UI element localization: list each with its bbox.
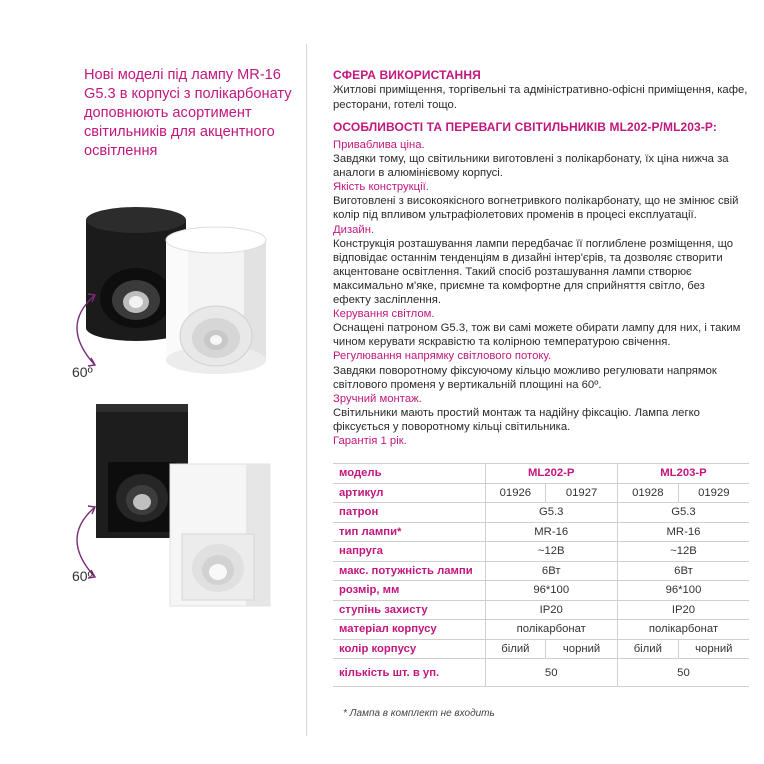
table-row	[333, 659, 749, 687]
row-label: макс. потужність лампи	[333, 561, 485, 581]
rotation-angle-label: 60º	[72, 568, 93, 584]
row-label: напруга	[333, 542, 485, 562]
value-cell: G5.3	[617, 503, 749, 523]
feature-heading: Дизайн.	[333, 223, 375, 236]
row-label: тип лампи*	[333, 522, 485, 542]
table-row	[333, 483, 749, 503]
value-cell: ~12В	[485, 542, 617, 562]
feature-text: Завдяки поворотному фіксуючому кільцю можливо регулювати напрямок світлового променя у вертикальній площині на 60º.	[333, 364, 717, 391]
article-cell: 01926	[485, 483, 546, 503]
color-cell: білий	[485, 639, 546, 659]
usage-title: СФЕРА ВИКОРИСТАННЯ	[333, 68, 481, 82]
spec-table	[333, 463, 749, 687]
article-cell: 01928	[617, 483, 678, 503]
table-row	[333, 581, 749, 601]
value-cell: MR-16	[485, 522, 617, 542]
rotation-angle-label: 60º	[72, 364, 93, 380]
value-cell: 6Вт	[485, 561, 617, 581]
row-label: ступінь захисту	[333, 600, 485, 620]
value-cell: 50	[485, 659, 617, 687]
feature-text: Оснащені патроном G5.3, тож ви самі можете обирати лампу для них, і таким чином керувати яскравістю та колірною температурою свічення.	[333, 322, 741, 349]
table-row	[333, 639, 749, 659]
usage-text: Житлові приміщення, торгівельні та адміністративно-офісні приміщення, кафе, ресторани, готелі тощо.	[333, 84, 748, 111]
model-cell: ML203-P	[617, 464, 749, 484]
value-cell: G5.3	[485, 503, 617, 523]
feature-heading: Приваблива ціна.	[333, 139, 425, 151]
feature-text: Світильники мають простий монтаж та надійну фіксацію. Лампа легко фіксується у поворотному кільці світильника.	[333, 406, 700, 433]
feature-heading: Гарантія 1 рік.	[333, 434, 407, 447]
feature-heading: Керування світлом.	[333, 308, 435, 321]
value-cell: 6Вт	[617, 561, 749, 581]
column-divider	[306, 44, 307, 736]
value-cell: полікарбонат	[485, 620, 617, 640]
square-white-lamp-image	[168, 462, 272, 608]
features-list	[333, 138, 745, 448]
value-cell: ~12В	[617, 542, 749, 562]
feature-text: Завдяки тому, що світильники виготовлені з полікарбонату, їх ціна нижча за аналоги в алюмінієвому корпусі.	[333, 153, 729, 180]
color-cell: білий	[617, 639, 678, 659]
feature-text: Конструкція розташування лампи передбачає її поглиблене розміщення, що відповідає останнім тенденціям в дизайні інтер'єрів, та дозволяє створити акцентоване освітлення. Такий спосіб розташування лампи створює максимально м'яке, приємне та комфортне для сприйняття світло, без ефекту засліплення.	[333, 237, 734, 307]
footnote: * Лампа в комплект не входить	[343, 708, 495, 719]
features-title: ОСОБЛИВОСТІ ТА ПЕРЕВАГИ СВІТИЛЬНИКІВ ML202-Р/ML203-Р:	[333, 120, 717, 134]
table-row	[333, 522, 749, 542]
row-label: колір корпусу	[333, 639, 485, 659]
value-cell: полікарбонат	[617, 620, 749, 640]
row-label: модель	[333, 464, 485, 484]
value-cell: IP20	[485, 600, 617, 620]
table-row	[333, 464, 749, 484]
row-label: кількість шт. в уп.	[333, 659, 485, 687]
color-cell: чорний	[546, 639, 618, 659]
row-label: патрон	[333, 503, 485, 523]
table-row	[333, 542, 749, 562]
row-label: матеріал корпусу	[333, 620, 485, 640]
rotation-arrow-icon	[54, 290, 114, 370]
model-cell: ML202-P	[485, 464, 617, 484]
table-row	[333, 503, 749, 523]
table-row	[333, 620, 749, 640]
intro-text: Нові моделі під лампу MR-16 G5.3 в корпусі з полікарбонату доповнюють асортимент світильників для акцентного освітлення	[84, 67, 292, 159]
value-cell: MR-16	[617, 522, 749, 542]
article-cell: 01929	[678, 483, 749, 503]
article-cell: 01927	[546, 483, 618, 503]
feature-text: Виготовлені з високоякісного вогнетривкого полікарбонату, що не змінює свій колір під впливом ультрафіолетових променів в процесі експлуатації.	[333, 195, 739, 222]
table-row	[333, 561, 749, 581]
row-label: артикул	[333, 483, 485, 503]
value-cell: 96*100	[485, 581, 617, 601]
table-row	[333, 600, 749, 620]
value-cell: 96*100	[617, 581, 749, 601]
color-cell: чорний	[678, 639, 749, 659]
value-cell: IP20	[617, 600, 749, 620]
feature-heading: Якість конструкції.	[333, 181, 429, 194]
value-cell: 50	[617, 659, 749, 687]
feature-heading: Регулювання напрямку світлового потоку.	[333, 350, 552, 363]
row-label: розмір, мм	[333, 581, 485, 601]
cylinder-white-lamp-image	[164, 226, 268, 378]
feature-heading: Зручний монтаж.	[333, 392, 422, 405]
